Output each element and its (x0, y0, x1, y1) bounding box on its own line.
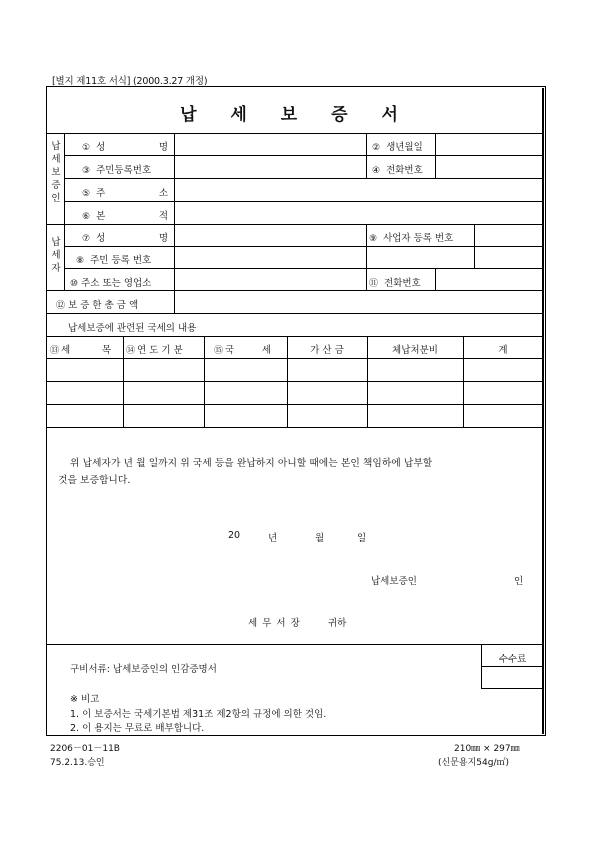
guarantor-birth-label: ② 생년월일 (372, 142, 423, 153)
taxpayer-rrn-label: ⑧ 주민 등록 번호 (76, 255, 152, 266)
table-header-year: ⑭ 연 도 기 분 (126, 345, 183, 356)
rule (64, 246, 544, 247)
addressee-suffix: 귀하 (328, 618, 347, 629)
table-header-national-tax: ⑮ 국 세 (214, 345, 272, 356)
rule (46, 644, 544, 645)
table-row[interactable] (47, 359, 543, 380)
rule (481, 688, 544, 689)
taxpayer-name-field[interactable] (176, 226, 364, 244)
seal-mark: 인 (514, 576, 524, 587)
guarantor-address-label: ⑤ 주 소 (82, 188, 169, 199)
rule (174, 133, 175, 313)
note-item: 1. 이 보증서는 국세기본법 제31조 제2항의 규정에 의한 것임. (70, 709, 327, 720)
taxpayer-name-label: ⑦ 성 명 (82, 233, 169, 244)
paper-type: (신문용지54g/㎡) (438, 758, 509, 768)
required-documents: 구비서류: 납세보증인의 인감증명서 (70, 664, 217, 675)
rule (46, 313, 544, 314)
guarantor-name-label: ① 성 명 (82, 142, 169, 153)
rule (46, 290, 544, 291)
rule (64, 201, 544, 202)
paper-size: 210㎜ × 297㎜ (454, 744, 520, 754)
approval-date: 75.2.13.승인 (50, 758, 105, 768)
rule (435, 133, 436, 178)
table-header-disposition-cost: 체납처분비 (392, 345, 438, 356)
taxpayer-biz-no-field[interactable] (368, 247, 472, 266)
guarantee-amount-field[interactable] (176, 292, 542, 311)
rule (46, 224, 544, 225)
guarantor-name-field[interactable] (176, 135, 364, 153)
taxpayer-address-field[interactable] (176, 270, 364, 288)
fee-field[interactable] (482, 667, 543, 687)
rule (46, 427, 544, 428)
form-label: [별지 제11호 서식] (2000.3.27 개정) (52, 76, 208, 87)
notes-heading: ※ 비고 (70, 694, 100, 705)
form-title: 납 세 보 증 서 (180, 105, 412, 125)
guarantor-phone-label: ④ 전화번호 (372, 165, 423, 176)
rule (46, 133, 544, 134)
rule (366, 133, 367, 178)
rule (435, 268, 436, 290)
taxpayer-biz-no-label: ⑨ 사업자 등록 번호 (369, 233, 454, 244)
guarantor-rrn-field[interactable] (176, 157, 364, 176)
guarantor-origin-label: ⑥ 본 적 (82, 211, 169, 222)
rule (64, 178, 544, 179)
taxpayer-phone-label: ⑪ 전화번호 (369, 278, 421, 289)
date-day: 일 (357, 533, 367, 544)
table-header-total: 계 (498, 345, 508, 356)
taxpayer-phone-field[interactable] (437, 270, 542, 288)
rule (64, 155, 544, 156)
guarantor-origin-field[interactable] (176, 203, 542, 222)
note-item: 2. 이 용지는 무료로 배부합니다. (70, 723, 205, 734)
guarantor-birth-field[interactable] (437, 135, 542, 153)
rule (64, 268, 544, 269)
taxpayer-address-label: ⑩ 주소 또는 영업소 (70, 278, 152, 289)
rule (46, 336, 544, 337)
guarantee-statement: 위 납세자가 년 월 일까지 위 국세 등을 완납하지 아니할 때에는 본인 책임하에 납부할 것을 보증합니다. (58, 458, 433, 486)
guarantor-phone-field[interactable] (437, 157, 542, 176)
guarantee-amount-label: ⑫ 보 증 한 총 금 액 (56, 300, 139, 311)
table-row[interactable] (47, 382, 543, 403)
tax-office-addressee: 세 무 서 장 (248, 618, 301, 629)
rule (474, 224, 475, 268)
guarantor-address-field[interactable] (176, 180, 542, 199)
tax-section-label: 납세보증에 관련된 국세의 내용 (68, 323, 197, 334)
fee-label: 수수료 (498, 654, 527, 665)
date-month: 월 (315, 533, 325, 544)
date-year-prefix: 20 (228, 530, 241, 541)
signer-label: 납세보증인 (371, 576, 417, 587)
taxpayer-section-label: 납세자 (51, 237, 61, 274)
table-row[interactable] (47, 405, 543, 426)
table-header-penalty: 가 산 금 (310, 345, 344, 356)
rule (366, 224, 367, 268)
table-header-tax-item: ⑬ 세 목 (50, 345, 112, 356)
taxpayer-rrn-field[interactable] (176, 248, 364, 266)
rule (64, 133, 65, 290)
guarantor-section-label: 납세보증인 (51, 141, 61, 204)
rule (366, 268, 367, 290)
date-year: 년 (268, 533, 278, 544)
form-code: 2206－01－11B (50, 744, 120, 754)
guarantor-rrn-label: ③ 주민등록번호 (82, 165, 152, 176)
